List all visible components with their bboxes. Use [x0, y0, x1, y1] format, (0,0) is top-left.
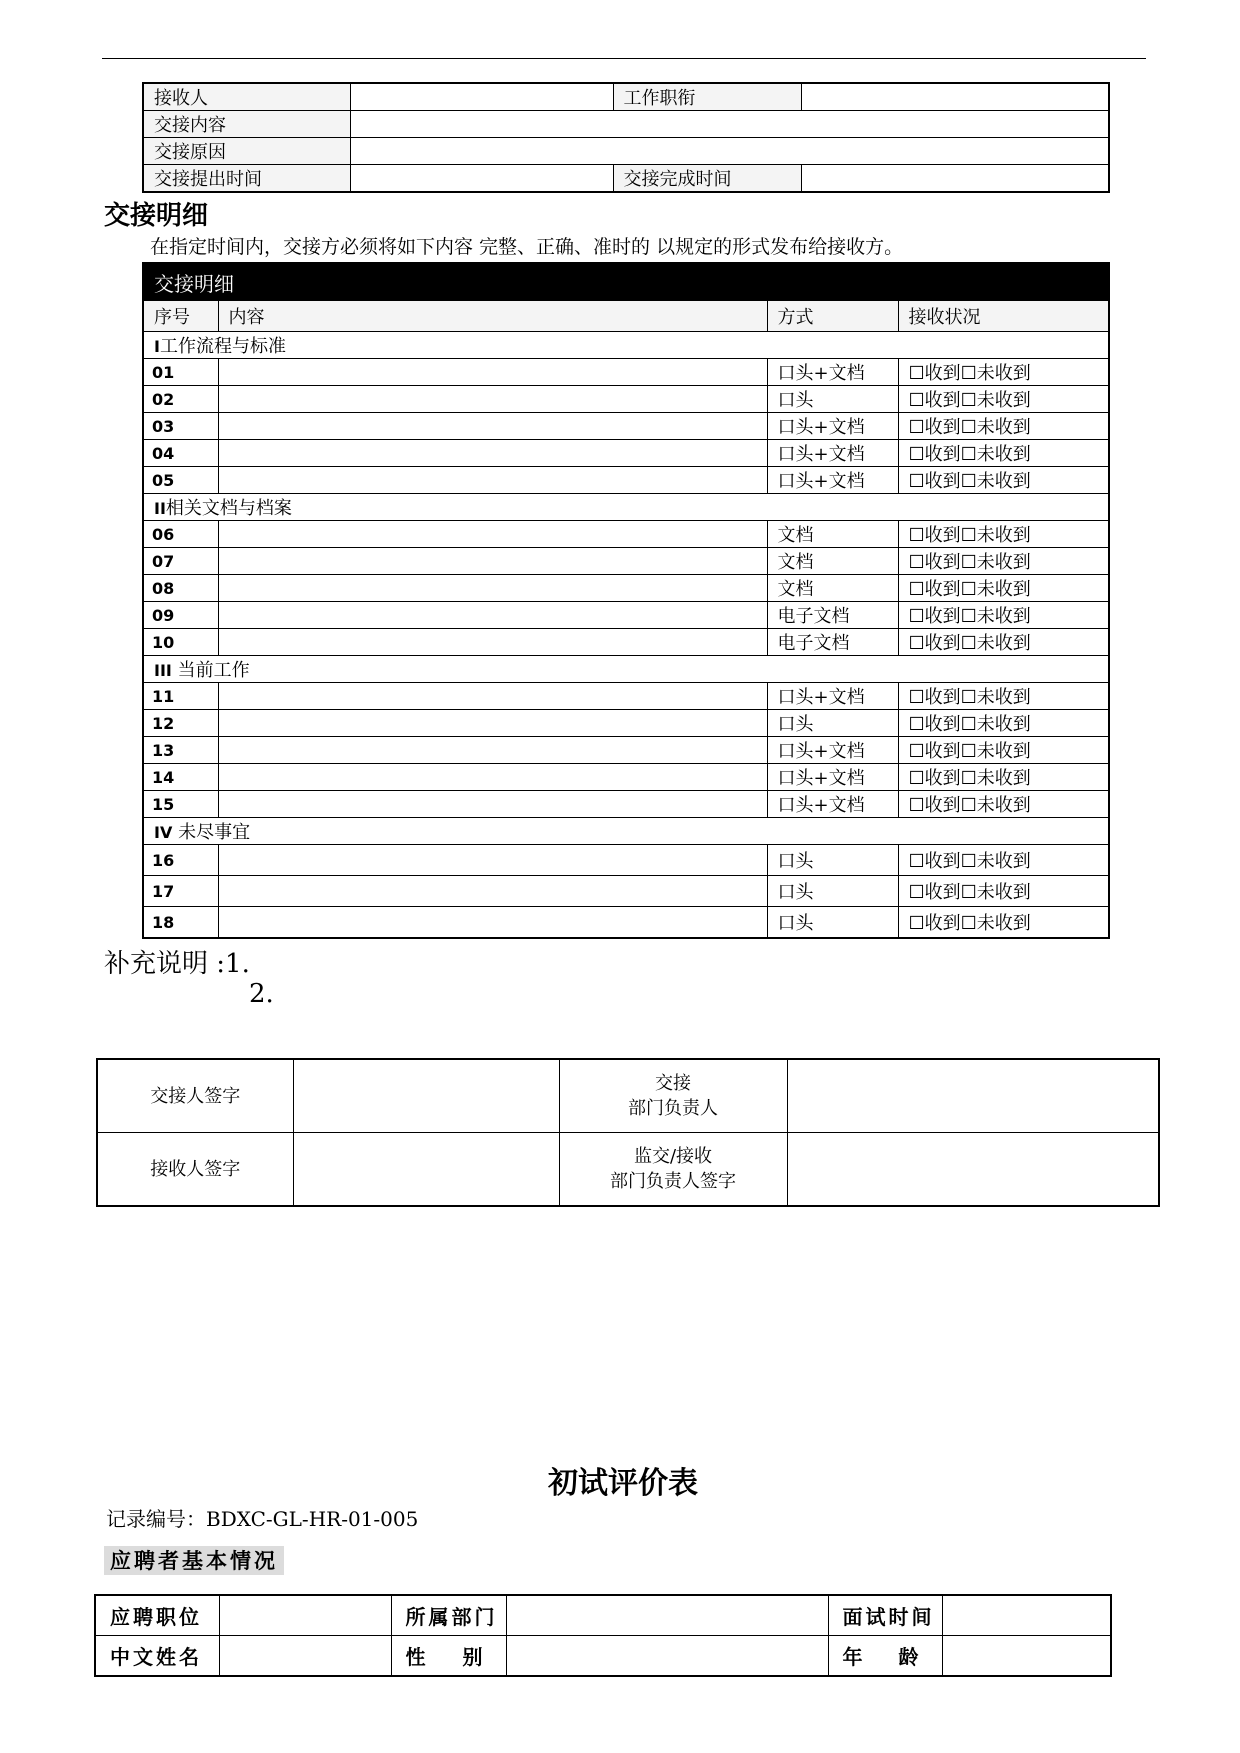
- row-number: 05: [143, 467, 218, 494]
- row-mode: 口头+文档: [767, 413, 898, 440]
- position-label: 应聘职位: [95, 1595, 219, 1636]
- row-mode: 电子文档: [767, 602, 898, 629]
- section-header: [143, 818, 1109, 845]
- row-content-field[interactable]: [218, 440, 767, 467]
- row-status-checkboxes[interactable]: ☐收到☐未收到: [898, 575, 1109, 602]
- handover-dept-label: [559, 1059, 787, 1133]
- supervise-line2: 部门负责人签字: [610, 1171, 736, 1192]
- row-content-field[interactable]: [218, 737, 767, 764]
- section-number: II: [154, 499, 166, 518]
- details-heading: 交接明细: [104, 201, 209, 231]
- row-mode: 口头: [767, 710, 898, 737]
- department-label: 所属部门: [391, 1595, 506, 1636]
- row-mode: 口头+文档: [767, 791, 898, 818]
- table-row: [143, 602, 1109, 629]
- age-field[interactable]: [942, 1636, 1111, 1677]
- table-row: [143, 629, 1109, 656]
- row-number: 01: [143, 359, 218, 386]
- receiver-sign-label: 接收人签字: [97, 1133, 293, 1207]
- handover-sign-field[interactable]: [293, 1059, 559, 1133]
- section-header: [143, 494, 1109, 521]
- details-table: [142, 262, 1110, 939]
- row-content-field[interactable]: [218, 548, 767, 575]
- row-number: 16: [143, 845, 218, 876]
- receiver-label: 接收人: [143, 83, 350, 111]
- gender-label-a: 性: [405, 1645, 429, 1669]
- col-seq: 序号: [143, 301, 218, 332]
- row-content-field[interactable]: [218, 907, 767, 939]
- row-number: 15: [143, 791, 218, 818]
- handover-dept-line1: 交接: [655, 1073, 691, 1094]
- row-status-checkboxes[interactable]: ☐收到☐未收到: [898, 683, 1109, 710]
- section-label: 工作流程与标准: [159, 336, 286, 357]
- row-mode: 文档: [767, 575, 898, 602]
- header-rule: [102, 58, 1146, 59]
- row-mode: 口头+文档: [767, 359, 898, 386]
- row-status-checkboxes[interactable]: ☐收到☐未收到: [898, 629, 1109, 656]
- age-label: [828, 1636, 942, 1677]
- row-status-checkboxes[interactable]: ☐收到☐未收到: [898, 737, 1109, 764]
- row-number: 09: [143, 602, 218, 629]
- row-content-field[interactable]: [218, 876, 767, 907]
- receiver-sign-field[interactable]: [293, 1133, 559, 1207]
- section-header: [143, 656, 1109, 683]
- row-content-field[interactable]: [218, 629, 767, 656]
- table-row: [143, 413, 1109, 440]
- table-row: [143, 791, 1109, 818]
- section-number: III: [154, 661, 172, 680]
- section-number: IV: [154, 823, 173, 842]
- row-status-checkboxes[interactable]: ☐收到☐未收到: [898, 876, 1109, 907]
- supplement-label: 补充说明 :1.: [104, 949, 250, 979]
- row-number: 14: [143, 764, 218, 791]
- section-row: [143, 494, 1109, 521]
- row-content-field[interactable]: [218, 764, 767, 791]
- row-number: 18: [143, 907, 218, 939]
- row-content-field[interactable]: [218, 845, 767, 876]
- content-label: 交接内容: [143, 111, 350, 138]
- row-status-checkboxes[interactable]: ☐收到☐未收到: [898, 845, 1109, 876]
- age-label-a: 年: [842, 1645, 866, 1669]
- col-status: 接收状况: [898, 301, 1109, 332]
- section-header: [143, 332, 1109, 359]
- signature-table: [96, 1058, 1160, 1207]
- row-mode: 文档: [767, 521, 898, 548]
- table-row: [143, 548, 1109, 575]
- interview-time-field[interactable]: [942, 1595, 1111, 1636]
- row-number: 06: [143, 521, 218, 548]
- row-status-checkboxes[interactable]: ☐收到☐未收到: [898, 548, 1109, 575]
- row-status-checkboxes[interactable]: ☐收到☐未收到: [898, 907, 1109, 939]
- record-number: 记录编号：BDXC-GL-HR-01-005: [106, 1507, 419, 1531]
- supplement-line2: 2.: [249, 979, 274, 1009]
- col-mode: 方式: [767, 301, 898, 332]
- handover-info-table: [142, 82, 1110, 193]
- applicant-table: [94, 1594, 1112, 1677]
- row-number: 12: [143, 710, 218, 737]
- row-status-checkboxes[interactable]: ☐收到☐未收到: [898, 764, 1109, 791]
- row-content-field[interactable]: [218, 602, 767, 629]
- row-number: 08: [143, 575, 218, 602]
- supervise-line1: 监交/接收: [633, 1146, 713, 1167]
- details-intro: 在指定时间内，交接方必须将如下内容 完整、正确、准时的 以规定的形式发布给接收方。: [150, 236, 904, 258]
- row-mode: 口头: [767, 386, 898, 413]
- complete-time-field[interactable]: [801, 165, 1109, 193]
- row-mode: 口头: [767, 876, 898, 907]
- row-number: 11: [143, 683, 218, 710]
- row-status-checkboxes[interactable]: ☐收到☐未收到: [898, 602, 1109, 629]
- row-status-checkboxes[interactable]: ☐收到☐未收到: [898, 440, 1109, 467]
- row-content-field[interactable]: [218, 467, 767, 494]
- row-number: 03: [143, 413, 218, 440]
- row-content-field[interactable]: [218, 413, 767, 440]
- handover-dept-line2: 部门负责人: [628, 1098, 718, 1119]
- table-row: [143, 907, 1109, 939]
- row-content-field[interactable]: [218, 791, 767, 818]
- row-mode: 口头: [767, 845, 898, 876]
- section-number: I: [154, 337, 160, 356]
- row-mode: 口头: [767, 907, 898, 939]
- row-status-checkboxes[interactable]: ☐收到☐未收到: [898, 386, 1109, 413]
- complete-time-label: 交接完成时间: [613, 165, 801, 193]
- table-row: [143, 386, 1109, 413]
- job-title-field[interactable]: [801, 83, 1109, 111]
- supervise-dept-label: [559, 1133, 787, 1207]
- section-label: 当前工作: [171, 660, 250, 681]
- interview-time-label: 面试时间: [828, 1595, 942, 1636]
- table-row: [143, 876, 1109, 907]
- table-row: [143, 521, 1109, 548]
- gender-label: [391, 1636, 506, 1677]
- row-status-checkboxes[interactable]: ☐收到☐未收到: [898, 467, 1109, 494]
- row-content-field[interactable]: [218, 386, 767, 413]
- table-row: [143, 845, 1109, 876]
- row-status-checkboxes[interactable]: ☐收到☐未收到: [898, 413, 1109, 440]
- submit-time-label: 交接提出时间: [143, 165, 350, 193]
- row-content-field[interactable]: [218, 359, 767, 386]
- chinese-name-label: 中文姓名: [95, 1636, 219, 1677]
- section-label: 相关文档与档案: [165, 498, 292, 519]
- row-mode: 口头+文档: [767, 683, 898, 710]
- section-label: 未尽事宜: [172, 822, 251, 843]
- receiver-field[interactable]: [350, 83, 613, 111]
- row-mode: 电子文档: [767, 629, 898, 656]
- supervise-dept-field[interactable]: [787, 1133, 1159, 1207]
- row-content-field[interactable]: [218, 521, 767, 548]
- table-row: [143, 683, 1109, 710]
- row-content-field[interactable]: [218, 575, 767, 602]
- row-mode: 口头+文档: [767, 440, 898, 467]
- row-status-checkboxes[interactable]: ☐收到☐未收到: [898, 791, 1109, 818]
- evaluation-title: 初试评价表: [548, 1466, 698, 1501]
- row-mode: 口头+文档: [767, 764, 898, 791]
- row-number: 07: [143, 548, 218, 575]
- reason-field[interactable]: [350, 138, 1109, 165]
- row-content-field[interactable]: [218, 683, 767, 710]
- chinese-name-field[interactable]: [219, 1636, 391, 1677]
- section-row: [143, 332, 1109, 359]
- row-content-field[interactable]: [218, 710, 767, 737]
- table-row: [143, 575, 1109, 602]
- row-mode: 文档: [767, 548, 898, 575]
- job-title-label: 工作职衔: [613, 83, 801, 111]
- table-row: [143, 359, 1109, 386]
- row-number: 02: [143, 386, 218, 413]
- handover-sign-label: 交接人签字: [97, 1059, 293, 1133]
- position-field[interactable]: [219, 1595, 391, 1636]
- row-status-checkboxes[interactable]: ☐收到☐未收到: [898, 521, 1109, 548]
- table-row: [143, 764, 1109, 791]
- col-content: 内容: [218, 301, 767, 332]
- gender-field[interactable]: [506, 1636, 828, 1677]
- gender-label-b: 别: [462, 1645, 486, 1669]
- section-row: [143, 656, 1109, 683]
- row-mode: 口头+文档: [767, 737, 898, 764]
- row-number: 10: [143, 629, 218, 656]
- table-row: [143, 710, 1109, 737]
- age-label-b: 龄: [898, 1645, 922, 1669]
- department-field[interactable]: [506, 1595, 828, 1636]
- table-row: [143, 440, 1109, 467]
- row-number: 13: [143, 737, 218, 764]
- row-number: 17: [143, 876, 218, 907]
- reason-label: 交接原因: [143, 138, 350, 165]
- submit-time-field[interactable]: [350, 165, 613, 193]
- details-banner: 交接明细: [143, 263, 1109, 301]
- row-mode: 口头+文档: [767, 467, 898, 494]
- handover-dept-field[interactable]: [787, 1059, 1159, 1133]
- row-status-checkboxes[interactable]: ☐收到☐未收到: [898, 710, 1109, 737]
- section-row: [143, 818, 1109, 845]
- table-row: [143, 737, 1109, 764]
- row-number: 04: [143, 440, 218, 467]
- content-field[interactable]: [350, 111, 1109, 138]
- table-row: [143, 467, 1109, 494]
- row-status-checkboxes[interactable]: ☐收到☐未收到: [898, 359, 1109, 386]
- basic-info-label: 应聘者基本情况: [104, 1546, 284, 1575]
